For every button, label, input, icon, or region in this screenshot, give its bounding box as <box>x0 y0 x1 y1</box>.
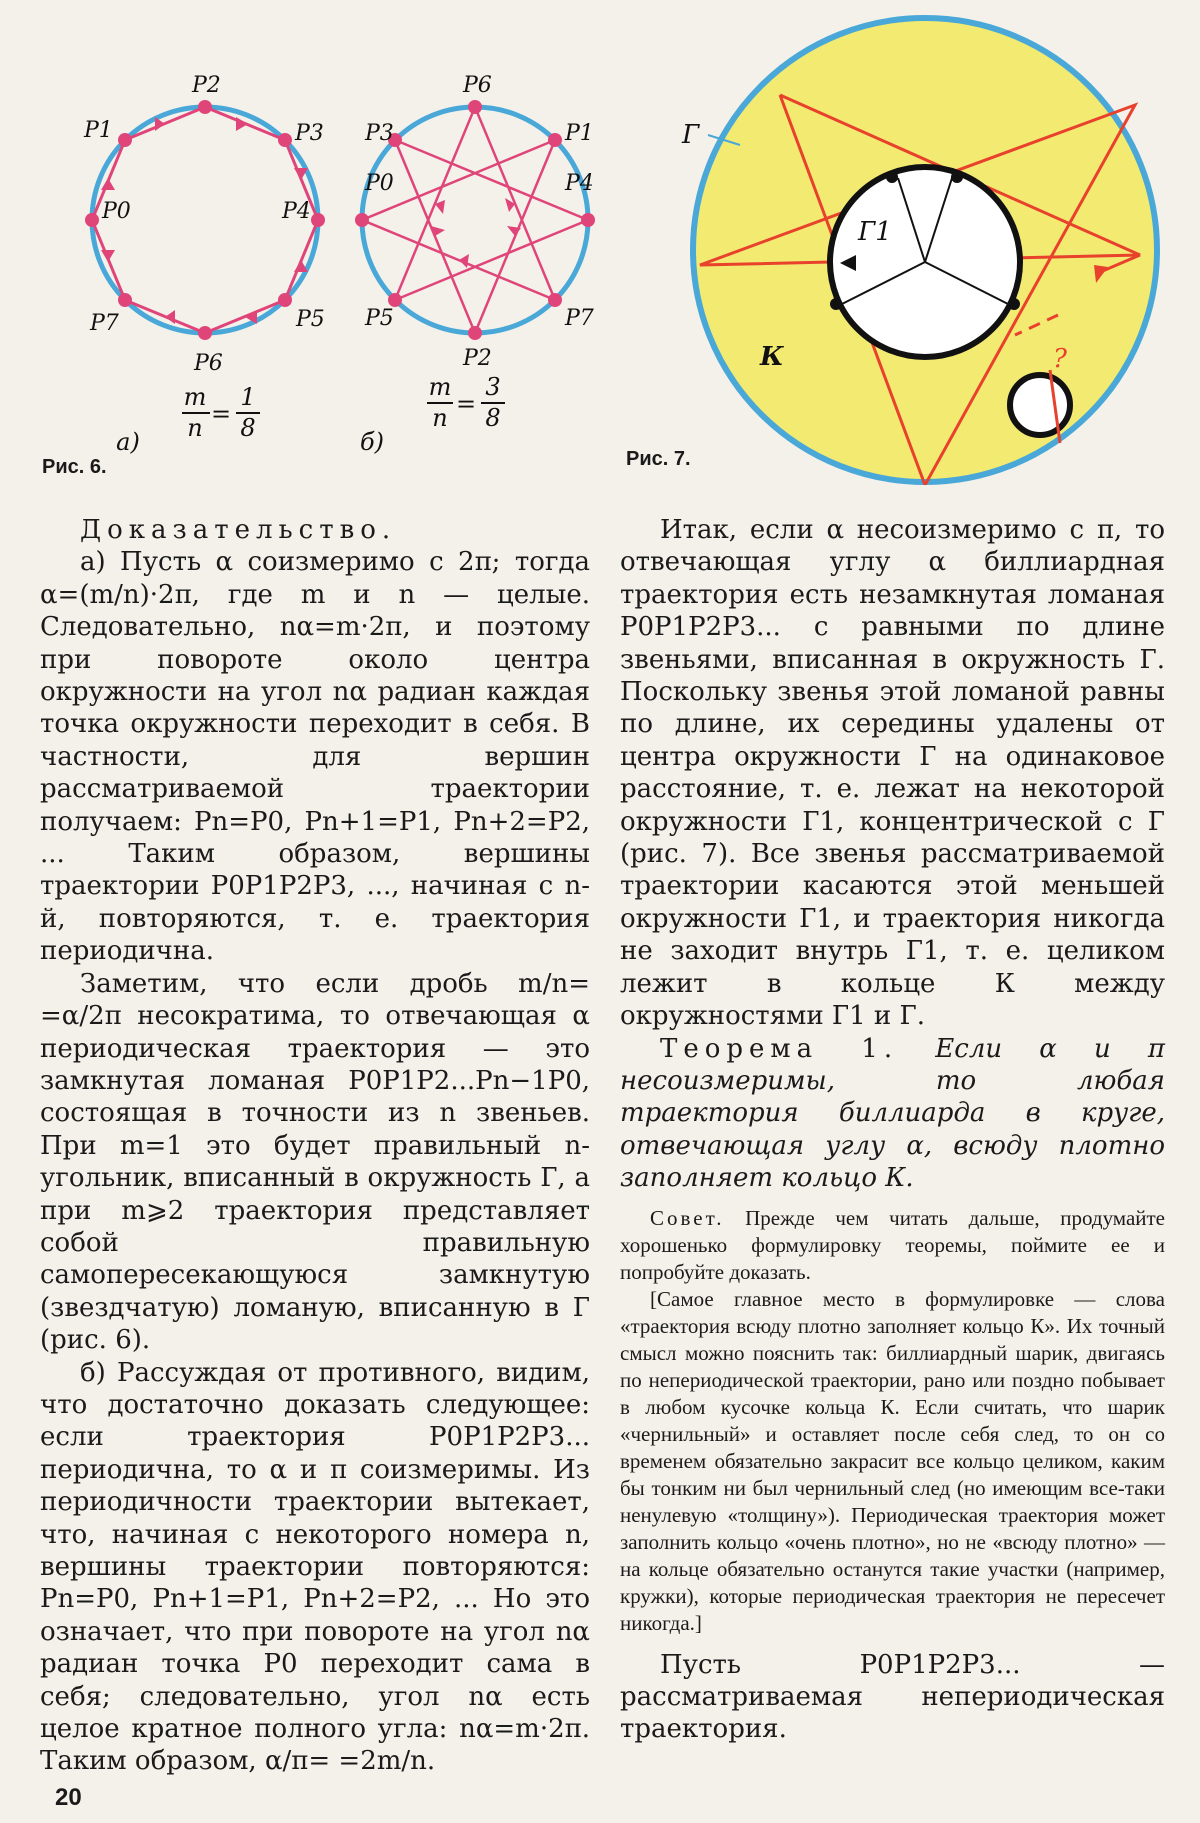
point-label: P4 <box>565 171 594 196</box>
ring-label: К <box>760 342 784 372</box>
point-label: P2 <box>463 346 492 371</box>
point-label: P4 <box>282 199 311 224</box>
figure-6b <box>345 40 615 460</box>
point-label: P7 <box>90 311 119 336</box>
fraction-m: m <box>428 373 452 401</box>
point-label: P6 <box>194 351 223 376</box>
paragraph: Итак, если α несоизмеримо с π, то отвечающая углу α биллиардная траектория есть незамкнутая ломаная P0P1P2P3... с равными по длине звеньями, вписанная в окружность Г. Поскольку звенья этой ломаной равны по длине, их середины удалены от центра окружности Г на одинаковое расстояние, т. е. лежат на некоторой окружности Г1, концентрической с Г (рис. 7). Все звенья рассматриваемой траектории касаются этой меньшей окружности Г1, и траектория никогда не заходит внутрь Г1, т. е. целиком лежит в кольце К между окружностями Г1 и Г. <box>620 515 1165 1032</box>
point-label: P1 <box>84 118 113 143</box>
point-label: P3 <box>295 121 324 146</box>
fraction-m: m <box>183 383 207 411</box>
question-mark: ? <box>1053 344 1067 374</box>
figure-6-caption: Рис. 6. <box>42 456 107 478</box>
fraction-value-den: 8 <box>240 414 256 442</box>
theorem-text: Если α и π несоизмеримы, то любая траектория биллиарда в круге, отвечающая углу α, всюду плотно заполняет кольцо К. <box>620 1033 1165 1194</box>
subfigure-b-label: б) <box>359 428 385 456</box>
point-label: P0 <box>102 199 131 224</box>
page-number: 20 <box>55 1784 82 1811</box>
note: [Самое главное место в формулировке — слова «траектория всюду плотно заполняет кольцо К». Их точный смысл можно пояснить так: биллиардный шарик, двигаясь по непериодической траектории, рано или поздно побывает в любом кусочке кольца К. Если считать, что шарик «чернильный» и оставляет после себя след, то он со временем обязательно закрасит все кольцо целиком, каким бы тонким ни был чернильный след (но имеющим все-таки ненулевую «толщину»). Периодическая траектория может заполнить кольцо «очень плотно», но не «всюду плотно» — на кольце обязательно останутся такие участки (например, кружки), которые периодическая траектория не пересечет никогда.] <box>620 1286 1165 1635</box>
theorem <box>620 1033 1165 1195</box>
figure-7 <box>660 15 1200 485</box>
gamma-label: Г <box>682 120 700 150</box>
svg-text:=: = <box>455 390 477 418</box>
point-label: P7 <box>565 306 594 331</box>
fraction-n: n <box>187 414 203 442</box>
point-label: P3 <box>365 121 394 146</box>
paragraph: а) Пусть α соизмеримо с 2π; тогда α=(m/n)·2π, где m и n — целые. Следовательно, nα=m·2π, и поэтому при повороте около центра окружности на угол nα радиан каждая точка окружности переходит в себя. В частности, для вершин рассматриваемой траектории получаем: Pn=P0, Pn+1=P1, Pn+2=P2, ... Таким образом, вершины траектории P0P1P2P3, ..., начиная с n-й, повторяются, т. е. траектория периодична. <box>40 547 590 967</box>
proof-heading: Доказательство. <box>80 515 397 545</box>
left-column <box>40 514 590 1778</box>
right-column <box>620 514 1165 1746</box>
point-label: P5 <box>365 306 394 331</box>
point-label: P2 <box>192 73 221 98</box>
subfigure-a-label: а) <box>116 428 140 456</box>
paragraph: Заметим, что если дробь m/n= =α/2π несократима, то отвечающая α периодическая траектория — это замкнутая ломаная P0P1P2...Pn−1P0, состоящая в точности из n звеньев. При m=1 это будет правильный n-угольник, вписанный в окружность Г, а при m⩾2 траектория представляет собой правильную самопересекающуюся замкнутую (звездчатую) ломаную, вписанную в Г (рис. 6). <box>40 968 590 1356</box>
fraction-value-den: 8 <box>485 404 501 432</box>
figure-6a <box>70 40 340 460</box>
advice <box>620 1205 1165 1286</box>
fraction-n: n <box>432 404 448 432</box>
point-label: P1 <box>565 121 594 146</box>
figure-7-caption: Рис. 7. <box>626 448 691 470</box>
fraction-value-num: 3 <box>485 373 501 401</box>
point-label: P0 <box>365 171 394 196</box>
point-label: P6 <box>463 73 492 98</box>
gamma1-label: Г1 <box>858 217 892 247</box>
advice-text: Прежде чем читать дальше, продумайте хорошенько формулировку теоремы, поймите ее и попробуйте доказать. <box>620 1205 1165 1284</box>
paragraph: Пусть P0P1P2P3... — рассматриваемая непериодическая траектория. <box>620 1649 1165 1745</box>
fraction-value-num: 1 <box>240 383 256 411</box>
theorem-label: Теорема 1. <box>660 1033 899 1064</box>
svg-text:=: = <box>210 400 232 428</box>
advice-label: Совет. <box>650 1205 725 1230</box>
paragraph: б) Рассуждая от противного, видим, что достаточно доказать следующее: если траектория P0P1P2P3... периодична, то α и π соизмеримы. Из периодичности траектории вытекает, что, начиная с некоторого номера n, вершины траектории повторяются: Pn=P0, Pn+1=P1, Pn+2=P2, ... Но это означает, что при повороте на угол nα радиан точка P0 переходит сама в себя; следовательно, угол nα есть целое кратное полного угла: nα=m·2π. Таким образом, α/π= =2m/n. <box>40 1357 590 1777</box>
point-label: P5 <box>296 307 325 332</box>
